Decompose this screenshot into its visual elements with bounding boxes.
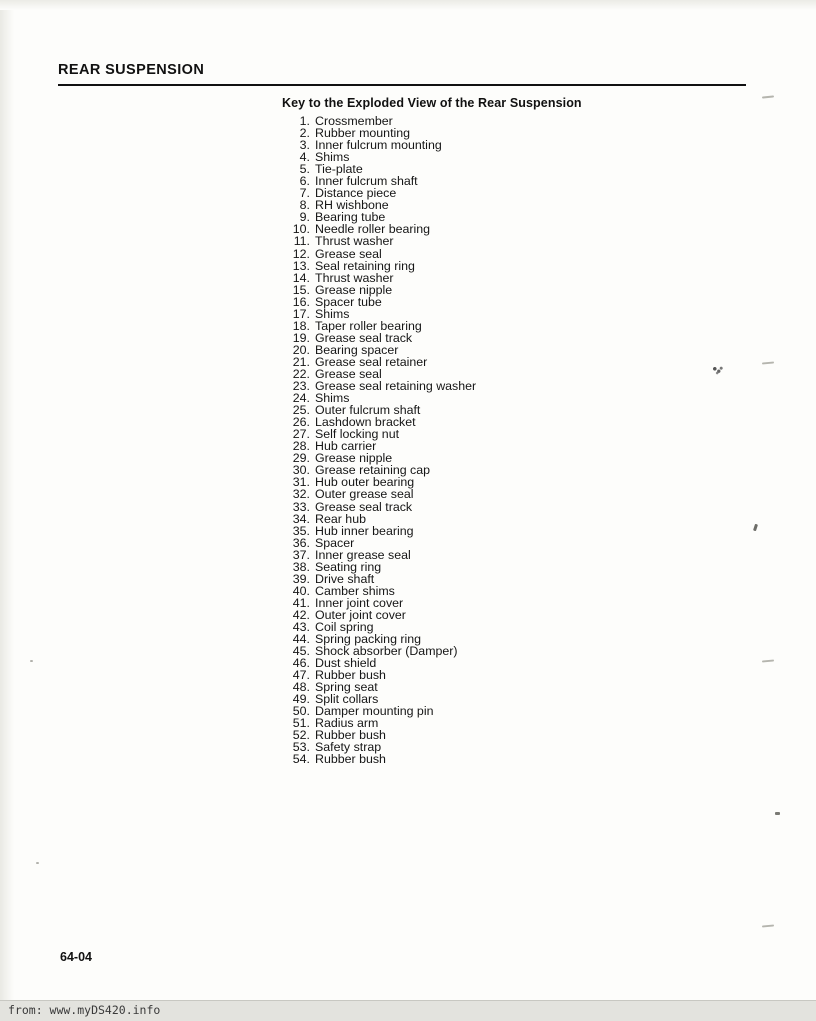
key-item-number: 30. [292, 463, 310, 478]
scan-mark [30, 660, 33, 662]
key-item-label: Thrust washer [315, 234, 394, 249]
key-item-label: Grease seal [315, 366, 382, 381]
key-item-label: Bearing tube [315, 210, 386, 225]
key-item-number: 20. [292, 342, 310, 357]
key-list-item [284, 753, 664, 765]
scan-mark [762, 95, 774, 98]
key-item-number: 37. [292, 547, 310, 562]
key-item-label: Thrust washer [315, 270, 394, 285]
key-item-label: Crossmember [315, 114, 393, 128]
key-item-label: Self locking nut [315, 427, 400, 442]
key-item-label: Grease seal retainer [315, 354, 428, 369]
key-item-label: Inner joint cover [315, 595, 404, 610]
scan-mark [775, 812, 780, 815]
key-item-number: 50. [292, 704, 310, 719]
key-item-label: Shims [315, 150, 350, 165]
key-item-label: Safety strap [315, 740, 382, 755]
key-item-label: Grease seal [315, 246, 382, 261]
key-item-label: Drive shaft [315, 571, 375, 586]
key-item-number: 41. [292, 595, 310, 610]
key-item-label: Lashdown bracket [315, 415, 416, 430]
key-item-number: 31. [292, 475, 310, 490]
key-item-number: 4. [299, 150, 310, 165]
key-item-number: 8. [299, 198, 310, 213]
key-item-label: Rubber bush [315, 752, 386, 767]
key-item-number: 1. [299, 114, 310, 128]
key-item-number: 12. [292, 246, 310, 261]
key-item-number: 43. [292, 619, 310, 634]
key-item-number: 33. [292, 499, 310, 514]
key-item-number: 2. [299, 126, 310, 141]
key-item-number: 16. [292, 294, 310, 309]
key-item-number: 9. [299, 210, 310, 225]
key-list [284, 115, 664, 766]
key-item-number: 26. [292, 415, 310, 430]
key-item-label: Shims [315, 391, 350, 406]
key-item-label: Grease seal retaining washer [315, 379, 477, 394]
key-item-label: Outer joint cover [315, 607, 406, 622]
key-item-number: 45. [292, 644, 310, 659]
key-item-number: 17. [292, 306, 310, 321]
key-item-number: 32. [292, 487, 310, 502]
key-item-label: Camber shims [315, 583, 395, 598]
key-item-label: Spring packing ring [315, 632, 422, 647]
scan-mark [762, 361, 774, 364]
key-item-label: Spacer tube [315, 294, 382, 309]
key-item-number: 54. [292, 752, 310, 767]
key-item-label: Dust shield [315, 656, 377, 671]
scan-edge-left [0, 0, 14, 1020]
key-item-number: 42. [292, 607, 310, 622]
key-item-number: 21. [292, 354, 310, 369]
key-item-number: 7. [299, 186, 310, 201]
key-item-label: Spring seat [315, 680, 378, 695]
key-item-label: Distance piece [315, 186, 397, 201]
key-item-number: 6. [299, 174, 310, 189]
key-item-label: Grease retaining cap [315, 463, 431, 478]
key-item-number: 13. [292, 258, 310, 273]
page-number: 64-04 [60, 950, 92, 964]
key-item-label: Inner grease seal [315, 547, 411, 562]
key-item-number: 25. [292, 403, 310, 418]
key-item-number: 3. [299, 138, 310, 153]
key-item-number: 46. [292, 656, 310, 671]
key-item-label: Bearing spacer [315, 342, 399, 357]
key-item-label: Coil spring [315, 619, 374, 634]
key-item-label: Rubber mounting [315, 126, 411, 141]
scan-edge-top [0, 0, 816, 10]
key-item-label: Inner fulcrum shaft [315, 174, 418, 189]
key-item-label: Grease nipple [315, 451, 393, 466]
key-item-label: Inner fulcrum mounting [315, 138, 442, 153]
key-item-number: 19. [292, 330, 310, 345]
key-item-number: 15. [292, 282, 310, 297]
key-item-label: Outer fulcrum shaft [315, 403, 421, 418]
key-item-label: Rubber bush [315, 728, 386, 743]
key-item-number: 44. [292, 632, 310, 647]
key-item-number: 27. [292, 427, 310, 442]
key-item-label: Hub inner bearing [315, 523, 414, 538]
key-item-number: 36. [292, 535, 310, 550]
key-item-label: Shims [315, 306, 350, 321]
key-item-number: 22. [292, 366, 310, 381]
key-item-number: 29. [292, 451, 310, 466]
key-item-number: 47. [292, 668, 310, 683]
key-item-label: Radius arm [315, 716, 379, 731]
scan-mark [762, 659, 774, 662]
key-item-label: Tie-plate [315, 162, 363, 177]
key-item-number: 52. [292, 728, 310, 743]
key-item-number: 40. [292, 583, 310, 598]
page-title: REAR SUSPENSION [58, 62, 205, 78]
key-item-label: Seal retaining ring [315, 258, 415, 273]
key-item-label: Split collars [315, 692, 379, 707]
key-item-label: Hub carrier [315, 439, 377, 454]
footer-credit: from: www.myDS420.info [8, 1003, 161, 1017]
key-item-number: 23. [292, 379, 310, 394]
key-item-number: 11. [293, 234, 310, 249]
key-item-label: Rear hub [315, 511, 366, 526]
key-item-number: 53. [292, 740, 310, 755]
scan-mark [36, 862, 39, 864]
key-item-label: Shock absorber (Damper) [315, 644, 458, 659]
key-item-number: 18. [292, 318, 310, 333]
key-item-label: Damper mounting pin [315, 704, 434, 719]
key-heading: Key to the Exploded View of the Rear Suspension [282, 96, 582, 110]
key-item-label: Seating ring [315, 559, 382, 574]
scan-mark [762, 924, 774, 927]
key-item-label: Taper roller bearing [315, 318, 422, 333]
scan-mark [753, 524, 758, 532]
key-item-number: 38. [292, 559, 310, 574]
key-item-number: 10. [292, 222, 310, 237]
key-item-label: Rubber bush [315, 668, 386, 683]
key-item-number: 49. [292, 692, 310, 707]
key-item-label: Spacer [315, 535, 355, 550]
key-item-number: 5. [299, 162, 310, 177]
key-item-label: Hub outer bearing [315, 475, 415, 490]
key-item-number: 39. [292, 571, 310, 586]
key-item-label: RH wishbone [315, 198, 389, 213]
key-item-number: 35. [292, 523, 310, 538]
key-item-number: 24. [292, 391, 310, 406]
key-item-label: Grease nipple [315, 282, 393, 297]
key-item-number: 14. [292, 270, 310, 285]
scan-smudge [710, 364, 726, 376]
key-item-number: 48. [292, 680, 310, 695]
key-item-label: Outer grease seal [315, 487, 414, 502]
key-item-label: Grease seal track [315, 330, 413, 345]
key-item-label: Needle roller bearing [315, 222, 431, 237]
key-item-number: 51. [292, 716, 310, 731]
header-divider [58, 84, 746, 86]
key-item-number: 28. [292, 439, 310, 454]
key-item-number: 34. [292, 511, 310, 526]
key-item-label: Grease seal track [315, 499, 413, 514]
